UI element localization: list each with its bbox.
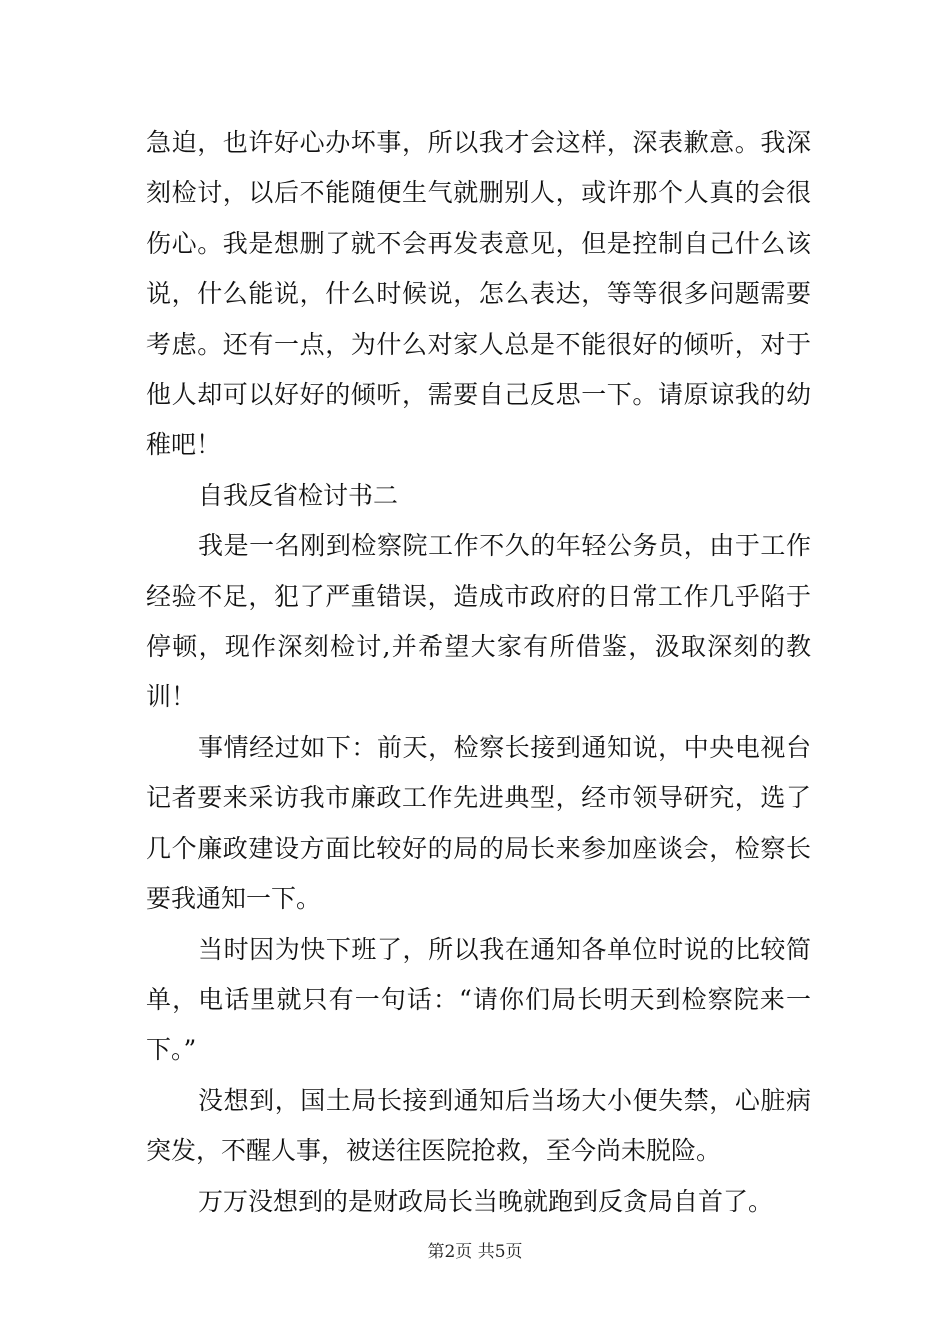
paragraph-finance-bureau: 万万没想到的是财政局长当晚就跑到反贪局自首了。 bbox=[198, 1186, 774, 1216]
paragraph-intro: 我是一名刚到检察院工作不久的年轻公务员，由于工作经验不足，犯了严重错误，造成市政府的日常工作几乎陷于停顿，现作深刻检讨,并希望大家有所借鉴，汲取深刻的教训！ bbox=[146, 531, 811, 712]
paragraph-land-bureau: 没想到，国土局长接到通知后当场大小便失禁，心脏病突发，不醒人事，被送往医院抢救，至今尚未脱险。 bbox=[146, 1085, 811, 1166]
paragraph-notice: 当时因为快下班了，所以我在通知各单位时说的比较简单，电话里就只有一句话：“请你们局长明天到检察院来一下。” bbox=[146, 934, 811, 1065]
section-heading: 自我反省检讨书二 bbox=[198, 480, 399, 510]
paragraph-events: 事情经过如下：前天，检察长接到通知说，中央电视台记者要来采访我市廉政工作先进典型，经市领导研究，选了几个廉政建设方面比较好的局的局长来参加座谈会，检察长要我通知一下。 bbox=[146, 732, 811, 914]
document-body bbox=[146, 118, 811, 1227]
paragraph-continuation: 急迫，也许好心办坏事，所以我才会这样，深表歉意。我深刻检讨，以后不能随便生气就删别人，或许那个人真的会很伤心。我是想删了就不会再发表意见，但是控制自己什么该说，什么能说，什么时候说，怎么表达，等等很多问题需要考虑。还有一点，为什么对家人总是不能很好的倾听，对于他人却可以好好的倾听，需要自己反思一下。请原谅我的幼稚吧！ bbox=[146, 128, 811, 460]
page-number-footer: 第2页 共5页 bbox=[427, 1242, 523, 1262]
